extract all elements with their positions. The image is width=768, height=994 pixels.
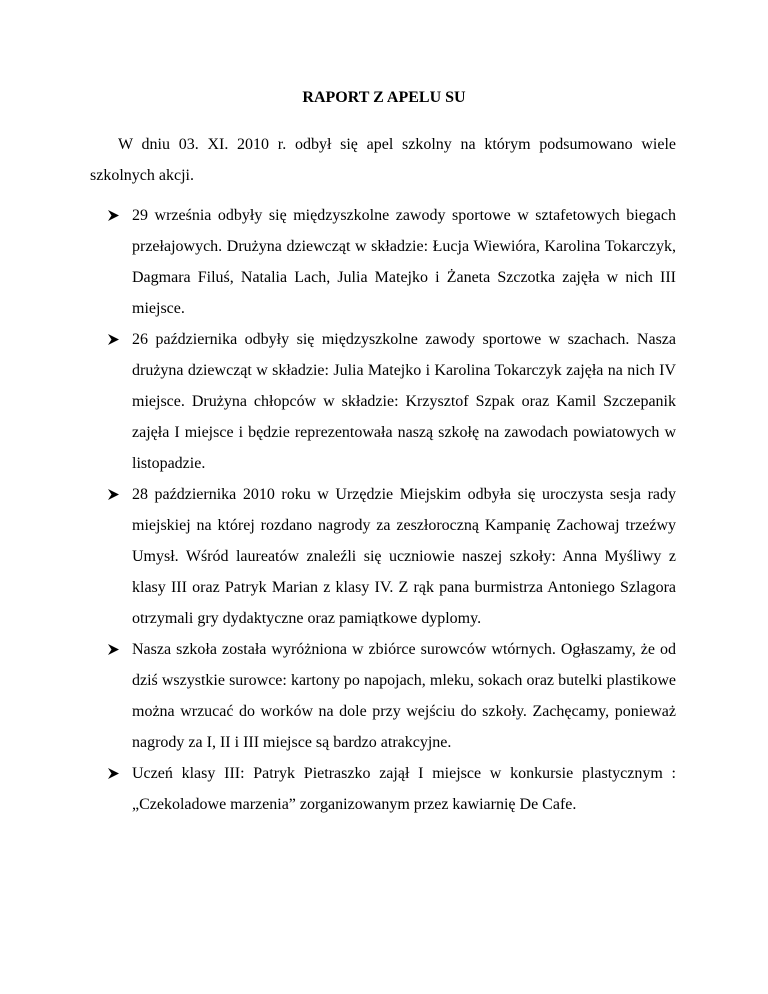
arrowhead-bullet-icon: [108, 324, 128, 355]
list-item: [90, 479, 676, 634]
list-item: [90, 634, 676, 758]
list-item-text: 29 września odbyły się międzyszkolne zawody sportowe w sztafetowych biegach przełajowych. Drużyna dziewcząt w składzie: Łucja Wiewióra, Karolina Tokarczyk, Dagmara Filuś, Natalia Lach, Julia Matejko i Żaneta Szczotka zajęła w nich III miejsce.: [132, 207, 676, 317]
arrowhead-bullet-icon: [108, 200, 128, 231]
list-item: [90, 758, 676, 820]
list-item-text: 26 października odbyły się międzyszkolne zawody sportowe w szachach. Nasza drużyna dziewcząt w składzie: Julia Matejko i Karolina Tokarczyk zajęła na nich IV miejsce. Drużyna chłopców w składzie: Krzysztof Szpak oraz Kamil Szczepanik zajęła I miejsce i będzie reprezentowała naszą szkołę na zawodach powiatowych w listopadzie.: [132, 331, 676, 472]
arrowhead-bullet-icon: [108, 634, 128, 665]
list-item-text: 28 października 2010 roku w Urzędzie Miejskim odbyła się uroczysta sesja rady miejskiej na której rozdano nagrody za zeszłoroczną Kampanię Zachowaj trzeźwy Umysł. Wśród laureatów znaleźli się uczniowie naszej szkoły: Anna Myśliwy z klasy III oraz Patryk Marian z klasy IV. Z rąk pana burmistrza Antoniego Szlagora otrzymali gry dydaktyczne oraz pamiątkowe dyplomy.: [132, 486, 676, 627]
intro-paragraph: W dniu 03. XI. 2010 r. odbył się apel szkolny na którym podsumowano wiele szkolnych akcji.: [90, 136, 676, 184]
list-item-text: Uczeń klasy III: Patryk Pietraszko zajął I miejsce w konkursie plastycznym : „Czekoladowe marzenia” zorganizowanym przez kawiarnię De Cafe.: [132, 765, 676, 813]
report-list: [90, 200, 676, 820]
arrowhead-bullet-icon: [108, 758, 128, 789]
list-item: [90, 200, 676, 324]
list-item-text: Nasza szkoła została wyróżniona w zbiórce surowców wtórnych. Ogłaszamy, że od dziś wszystkie surowce: kartony po napojach, mleku, sokach oraz butelki plastikowe można wrzucać do worków na dole przy wejściu do szkoły. Zachęcamy, ponieważ nagrody za I, II i III miejsce są bardzo atrakcyjne.: [132, 641, 676, 751]
list-item: [90, 324, 676, 479]
arrowhead-bullet-icon: [108, 479, 128, 510]
page-title: RAPORT Z APELU SU: [302, 89, 466, 106]
